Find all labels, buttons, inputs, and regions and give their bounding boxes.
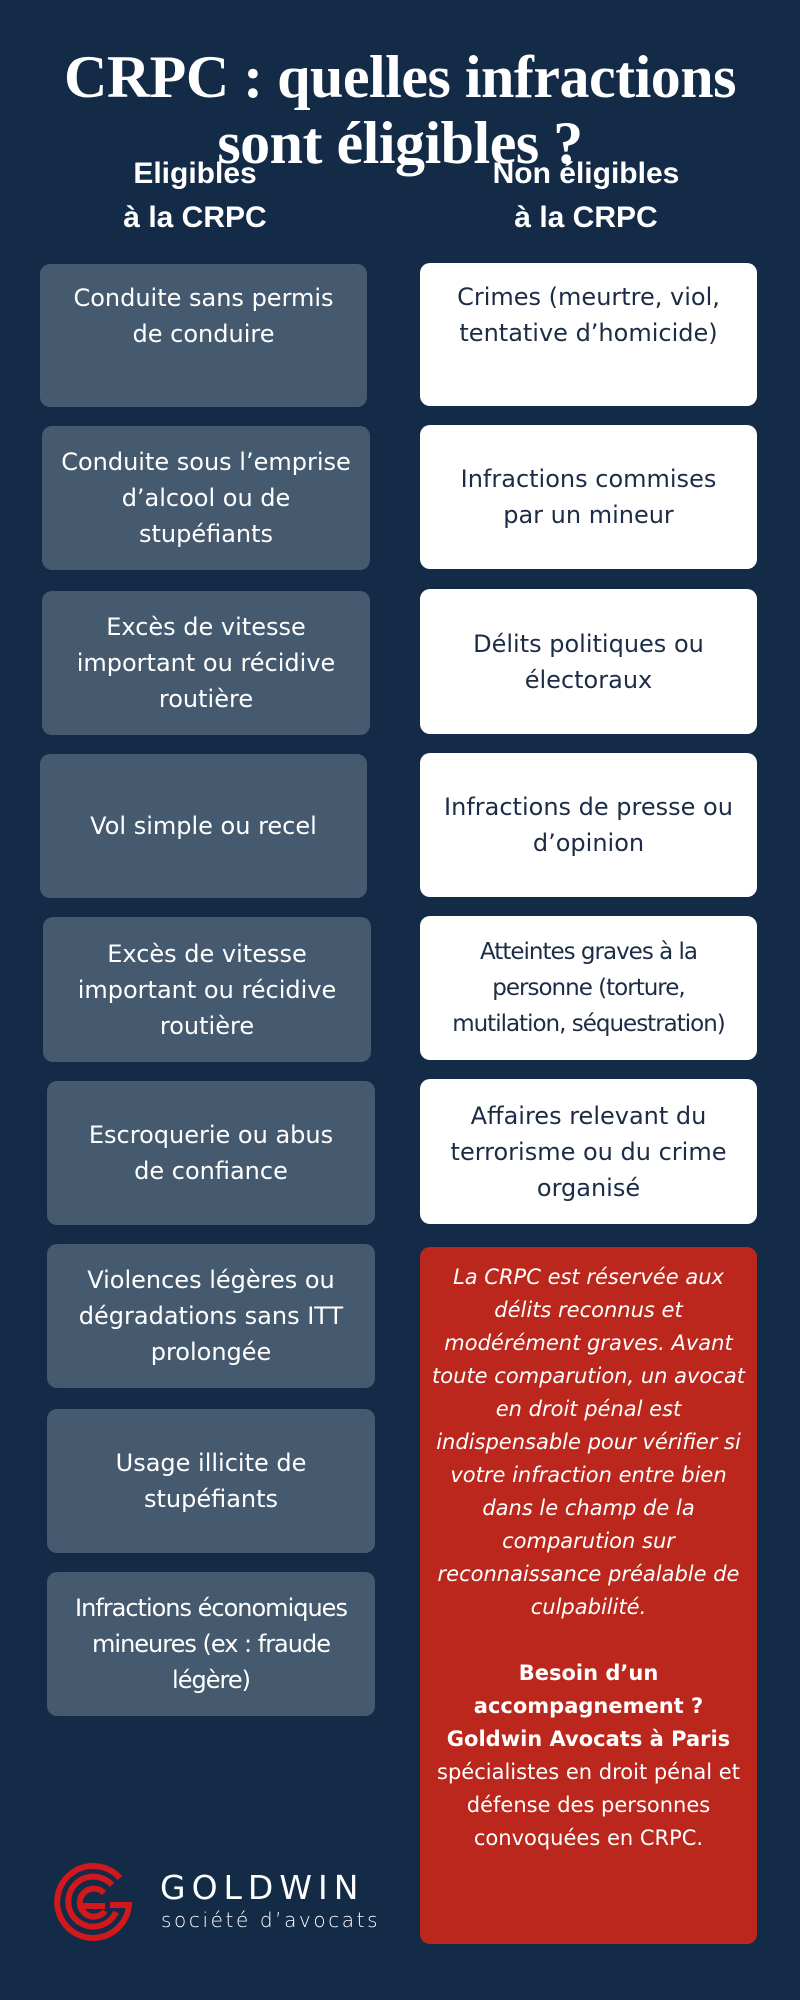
non-eligible-card	[420, 425, 757, 569]
non-eligible-card-text: Affaires relevant du terrorisme ou du crime organisé	[450, 1101, 727, 1202]
eligible-card	[43, 917, 371, 1062]
eligible-card	[42, 426, 370, 570]
goldwin-g-logo-icon	[50, 1860, 136, 1946]
non-eligible-card	[420, 589, 757, 734]
eligible-column-heading	[25, 152, 365, 240]
eligible-card-text: Escroquerie ou abus de confiance	[88, 1121, 334, 1185]
callout-plain-text: spécialistes en droit pénal et défense des personnes convoquées en CRPC.	[437, 1760, 740, 1850]
eligible-card	[47, 1081, 375, 1225]
eligible-heading-line-2: à la CRPC	[123, 201, 267, 234]
eligible-card-text: Infractions économiques mineures (ex : fraude légère)	[75, 1594, 347, 1694]
eligible-card-text: Violences légères ou dégradations sans ITT prolongée	[78, 1266, 344, 1366]
eligible-card	[40, 754, 367, 898]
callout-box	[420, 1247, 757, 1944]
eligible-card-text: Usage illicite de stupéfiants	[115, 1449, 307, 1513]
eligible-heading-line-1: Eligibles	[133, 157, 257, 190]
eligible-card	[47, 1409, 375, 1553]
non-eligible-card	[420, 916, 757, 1060]
title-line-2: sont éligibles ?	[217, 110, 583, 177]
eligible-card	[47, 1244, 375, 1388]
non-eligible-card	[420, 1079, 757, 1224]
eligible-card	[47, 1572, 375, 1716]
non-eligible-column-heading	[416, 152, 756, 240]
non-eligible-card-text: Atteintes graves à la personne (torture, mutilation, séquestration)	[452, 939, 725, 1037]
callout-italic-text: La CRPC est réservée aux délits reconnus et modérément graves. Avant toute comparution, un avocat en droit pénal est indispensable pour vérifier si votre infraction entre bien dans le champ de la comparution sur reconnaissance préalable de culpabilité.	[432, 1265, 745, 1619]
eligible-card-text: Conduite sans permis de conduire	[73, 283, 334, 348]
eligible-card	[42, 591, 370, 735]
eligible-card-text: Conduite sous l’emprise d’alcool ou de stupéfiants	[61, 448, 351, 548]
non-eligible-card-text: Infractions commises par un mineur	[460, 465, 717, 529]
eligible-card-text: Excès de vitesse important ou récidive routière	[76, 613, 336, 713]
non-eligible-card-text: Crimes (meurtre, viol, tentative d’homicide)	[457, 282, 720, 347]
brand-subtitle: société d’avocats	[161, 1908, 381, 1932]
eligible-card-text: Vol simple ou recel	[90, 812, 317, 840]
non-eligible-heading-line-1: Non éligibles	[492, 157, 680, 190]
title-line-1: CRPC : quelles infractions	[64, 44, 736, 111]
brand-name: GOLDWIN	[160, 1868, 365, 1907]
callout-bold-text: Besoin d’un accompagnement ? Goldwin Avocats à Paris	[446, 1661, 731, 1751]
non-eligible-card-text: Infractions de presse ou d’opinion	[444, 793, 733, 857]
non-eligible-card	[420, 753, 757, 897]
non-eligible-card-text: Délits politiques ou électoraux	[473, 629, 704, 694]
non-eligible-card	[420, 263, 757, 406]
callout-spacer	[428, 1624, 749, 1657]
eligible-card-text: Excès de vitesse important ou récidive routière	[77, 939, 337, 1040]
eligible-card	[40, 264, 367, 407]
non-eligible-heading-line-2: à la CRPC	[514, 201, 658, 234]
